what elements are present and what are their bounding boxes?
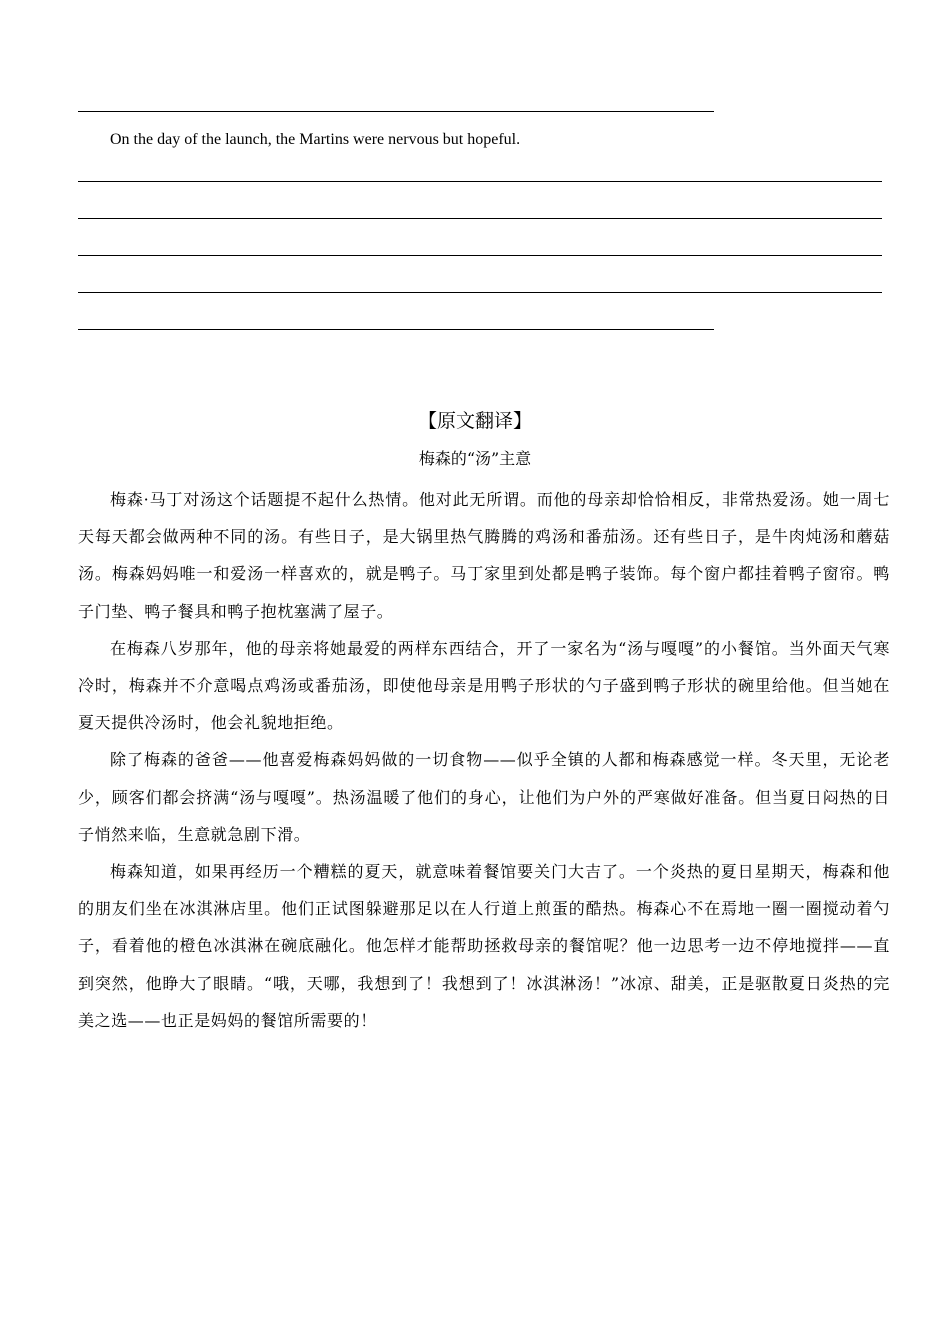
answer-line	[78, 329, 714, 330]
translation-paragraph: 梅森知道，如果再经历一个糟糕的夏天，就意味着餐馆要关门大吉了。一个炎热的夏日星期天，梅森和他的朋友们坐在冰淇淋店里。他们正试图躲避那足以在人行道上煎蛋的酷热。梅森心不在焉地一圈一圈搅动着勺子，看着他的橙色冰淇淋在碗底融化。他怎样才能帮助拯救母亲的餐馆呢？他一边思考一边不停地搅拌——直到突然，他睁大了眼睛。“哦，天哪，我想到了！我想到了！冰淇淋汤！”冰凉、甜美，正是驱散夏日炎热的完美之选——也正是妈妈的餐馆所需要的！	[78, 862, 890, 1030]
translation-body	[78, 481, 890, 1039]
translation-paragraph: 在梅森八岁那年，他的母亲将她最爱的两样东西结合，开了一家名为“汤与嘎嘎”的小餐馆。当外面天气寒冷时，梅森并不介意喝点鸡汤或番茄汤，即使他母亲是用鸭子形状的勺子盛到鸭子形状的碗里给他。但当她在夏天提供冷汤时，他会礼貌地拒绝。	[78, 638, 890, 733]
answer-line	[78, 255, 882, 256]
section-title: 【原文翻译】	[417, 410, 532, 432]
continuation-prompt: On the day of the launch, the Martins were nervous but hopeful.	[110, 131, 521, 148]
answer-line	[78, 218, 882, 219]
translation-paragraph: 除了梅森的爸爸——他喜爱梅森妈妈做的一切食物——似乎全镇的人都和梅森感觉一样。冬天里，无论老少，顾客们都会挤满“汤与嘎嘎”。热汤温暖了他们的身心，让他们为户外的严寒做好准备。但当夏日闷热的日子悄然来临，生意就急剧下滑。	[78, 750, 890, 844]
translation-paragraph: 梅森·马丁对汤这个话题提不起什么热情。他对此无所谓。而他的母亲却恰恰相反，非常热爱汤。她一周七天每天都会做两种不同的汤。有些日子，是大锅里热气腾腾的鸡汤和番茄汤。还有些日子，是牛肉炖汤和蘑菇汤。梅森妈妈唯一和爱汤一样喜欢的，就是鸭子。马丁家里到处都是鸭子装饰。每个窗户都挂着鸭子窗帘。鸭子门垫、鸭子餐具和鸭子抱枕塞满了屋子。	[78, 490, 890, 621]
story-title: 梅森的“汤”主意	[418, 449, 532, 468]
answer-line	[78, 181, 882, 182]
answer-line	[78, 111, 714, 112]
answer-line	[78, 292, 882, 293]
